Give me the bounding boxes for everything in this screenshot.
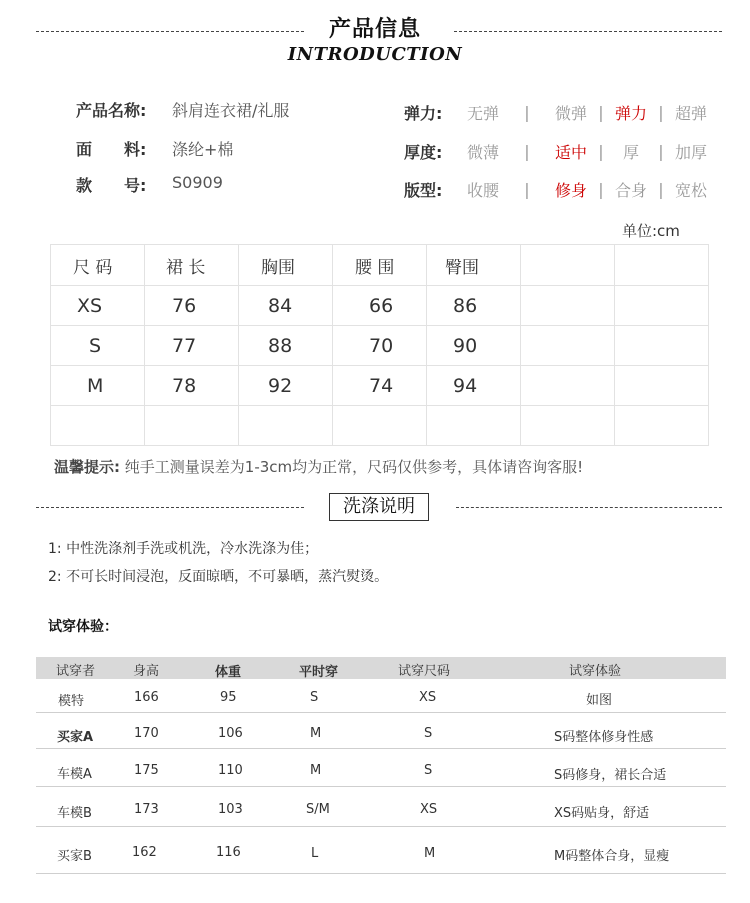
size-cell [427,406,521,446]
try-cell: S [310,690,319,705]
size-cell [615,326,709,366]
size-cell: 90 [427,326,521,366]
wash-dash-left [36,507,304,508]
attr-option: 微弹 [554,103,587,123]
size-unit-label: 单位:cm [622,222,680,240]
attr-option: 厚 [622,142,639,162]
size-cell: 84 [239,286,333,326]
attr-option: 加厚 [674,142,707,162]
try-cell: 买家A [57,730,94,745]
measurement-tip [54,456,583,477]
wash-instruction-1: 1: 中性洗涤剂手洗或机洗，冷水洗涤为佳； [48,541,319,557]
section-subtitle-introduction: INTRODUCTION [287,44,463,65]
attr-row-fit [404,177,710,201]
try-cell: XS [419,690,437,705]
attr-separator: | [658,102,664,122]
try-cell: M码整体合身，显瘦 [554,849,670,864]
size-cell: 77 [145,326,239,366]
try-cell: 110 [218,763,243,778]
try-cell: M [310,726,322,741]
attr-option-active: 弹力 [614,103,647,123]
section-title-washing: 洗涤说明 [329,493,429,521]
section-title-product-info: 产品信息 [328,17,421,42]
attr-option-active: 修身 [554,180,587,200]
try-cell: XS [420,802,438,817]
attr-row-elasticity [404,100,710,124]
attr-row-thickness [404,139,710,163]
attr-option: 收腰 [466,180,499,200]
try-header-cell: 体重 [215,665,242,680]
try-cell: 175 [134,763,159,778]
try-cell: 车模A [57,767,92,782]
size-cell: 92 [239,366,333,406]
size-cell [615,286,709,326]
size-cell [239,406,333,446]
attr-option: 宽松 [674,180,707,200]
size-table [50,244,709,446]
attr-option: 无弹 [466,103,499,123]
attr-separator: | [598,179,604,199]
size-cell: 86 [427,286,521,326]
attr-separator: | [524,102,530,122]
try-cell: XS码贴身，舒适 [554,806,650,821]
try-on-row-divider [36,873,726,874]
size-cell [521,406,615,446]
size-header-cell: 尺 码 [51,245,145,286]
try-cell: 车模B [57,806,92,821]
size-table-header [51,245,709,286]
try-header-cell: 试穿者 [56,664,96,679]
try-on-row-divider [36,786,726,787]
size-table-row [51,326,709,366]
attr-separator: | [658,141,664,161]
size-cell: 88 [239,326,333,366]
try-cell: 162 [132,845,157,860]
attr-label: 版型: [404,180,443,200]
size-cell: M [51,366,145,406]
section-title-try-on: 试穿体验： [48,619,118,635]
try-cell: 103 [218,802,243,817]
product-name-value: 斜肩连衣裙/礼服 [172,101,290,120]
attr-option: 合身 [614,180,647,200]
size-header-cell: 臀围 [427,245,521,286]
try-cell: 173 [134,802,159,817]
size-table-row [51,286,709,326]
size-cell: 76 [145,286,239,326]
try-cell: S码修身，裙长合适 [554,768,667,783]
try-cell: 如图 [586,693,613,708]
attr-label: 弹力: [404,103,443,123]
size-cell [145,406,239,446]
try-cell: S [424,726,433,741]
attr-separator: | [598,102,604,122]
fabric-label: 面 料: [76,140,147,159]
attr-option: 微薄 [466,142,499,162]
attr-option-active: 适中 [554,142,587,162]
size-table-row [51,366,709,406]
size-cell [615,406,709,446]
try-cell: S码整体修身性感 [554,730,654,745]
try-on-row-divider [36,712,726,713]
try-header-cell: 试穿尺码 [398,664,451,679]
try-cell: 116 [216,845,241,860]
try-cell: S/M [306,802,330,817]
size-cell: 66 [333,286,427,326]
try-header-cell: 试穿体验 [569,664,622,679]
size-table-row [51,406,709,446]
try-cell: L [311,846,319,861]
try-on-row-divider [36,748,726,749]
size-cell: 74 [333,366,427,406]
size-header-cell: 裙 长 [145,245,239,286]
try-cell: M [310,763,322,778]
attr-label: 厚度: [404,142,443,162]
size-header-cell: 腰 围 [333,245,427,286]
try-cell: 106 [218,726,243,741]
size-cell [521,286,615,326]
size-cell: S [51,326,145,366]
size-cell [615,366,709,406]
size-cell [333,406,427,446]
tip-text: 纯手工测量误差为1-3cm均为正常，尺码仅供参考，具体请咨询客服! [124,458,584,476]
size-cell [521,326,615,366]
size-cell: 94 [427,366,521,406]
attr-separator: | [524,179,530,199]
wash-dash-right [456,507,722,508]
size-cell: XS [51,286,145,326]
size-cell: 70 [333,326,427,366]
try-on-table-header [36,657,726,679]
product-name-label: 产品名称: [76,101,147,120]
attr-separator: | [658,179,664,199]
size-cell [51,406,145,446]
try-cell: 买家B [57,849,92,864]
try-header-cell: 身高 [133,664,160,679]
style-number-value: S0909 [172,173,223,192]
style-number-label: 款 号: [76,176,147,195]
try-cell: M [424,846,436,861]
fabric-value: 涤纶+棉 [172,140,234,159]
size-header-cell [521,245,615,286]
try-cell: S [424,763,433,778]
attr-option: 超弹 [674,103,707,123]
tip-label: 温馨提示: [54,458,120,476]
attr-separator: | [524,141,530,161]
size-cell: 78 [145,366,239,406]
size-cell [521,366,615,406]
size-header-cell: 胸围 [239,245,333,286]
wash-instruction-2: 2: 不可长时间浸泡，反面晾晒，不可暴晒，蒸汽熨烫。 [48,569,389,585]
try-cell: 模特 [58,694,85,709]
size-header-cell [615,245,709,286]
try-cell: 95 [220,690,237,705]
attr-separator: | [598,141,604,161]
try-cell: 166 [134,690,159,705]
try-on-row-divider [36,826,726,827]
try-cell: 170 [134,726,159,741]
try-header-cell: 平时穿 [299,665,339,680]
